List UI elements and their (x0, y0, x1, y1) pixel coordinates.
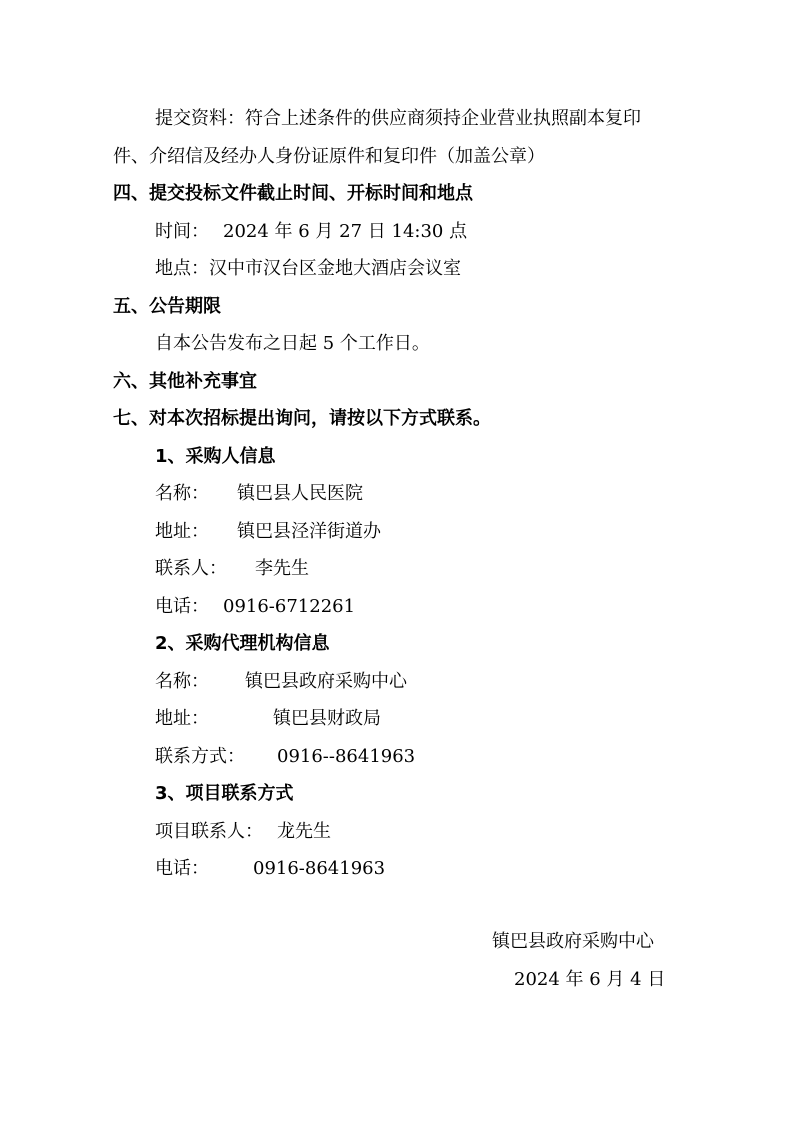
purchaser-address (155, 520, 381, 544)
section7-heading: 七、对本次招标提出询问，请按以下方式联系。 (113, 408, 491, 429)
opening-place (155, 257, 461, 281)
agency-name-label: 名称： (155, 671, 209, 692)
deadline-time-label: 时间： (155, 221, 209, 242)
deadline-time-value: 2024 年 6 月 27 日 14:30 点 (223, 221, 468, 242)
purchaser-name (155, 482, 363, 506)
agency-contact-value: 0916--8641963 (277, 746, 416, 767)
purchaser-contact-label: 联系人： (155, 558, 227, 579)
agency-address-value: 镇巴县财政局 (273, 708, 381, 729)
purchaser-phone (155, 595, 355, 619)
agency-name-value: 镇巴县政府采购中心 (245, 671, 407, 692)
project-contact (155, 820, 331, 844)
submit-materials-line1: 提交资料：符合上述条件的供应商须持企业营业执照副本复印 (155, 108, 641, 129)
opening-place-value: 汉中市汉台区金地大酒店会议室 (209, 258, 461, 279)
agency-contact (155, 745, 415, 769)
agency-address (155, 707, 381, 731)
section6-heading: 六、其他补充事宜 (113, 371, 257, 392)
agency-contact-label: 联系方式： (155, 746, 245, 767)
project-phone (155, 857, 385, 881)
project-heading: 3、项目联系方式 (155, 783, 294, 804)
purchaser-heading: 1、采购人信息 (155, 446, 276, 467)
section5-heading: 五、公告期限 (113, 296, 221, 317)
purchaser-contact (155, 557, 309, 581)
purchaser-contact-value: 李先生 (255, 558, 309, 579)
project-contact-value: 龙先生 (277, 821, 331, 842)
section4-heading: 四、提交投标文件截止时间、开标时间和地点 (113, 183, 473, 204)
signature-org: 镇巴县政府采购中心 (492, 931, 654, 952)
purchaser-address-label: 地址： (155, 521, 209, 542)
signature-date: 2024 年 6 月 4 日 (514, 969, 666, 990)
project-contact-label: 项目联系人： (155, 821, 263, 842)
purchaser-phone-value: 0916-6712261 (223, 596, 356, 617)
opening-place-label: 地点： (155, 258, 209, 279)
deadline-time (155, 220, 467, 244)
purchaser-name-value: 镇巴县人民医院 (237, 483, 363, 504)
purchaser-name-label: 名称： (155, 483, 209, 504)
purchaser-address-value: 镇巴县泾洋街道办 (237, 521, 381, 542)
agency-address-label: 地址： (155, 708, 209, 729)
notice-period-text: 自本公告发布之日起 5 个工作日。 (155, 333, 430, 354)
purchaser-phone-label: 电话： (155, 596, 209, 617)
agency-heading: 2、采购代理机构信息 (155, 633, 330, 654)
project-phone-value: 0916-8641963 (253, 858, 386, 879)
agency-name (155, 670, 407, 694)
project-phone-label: 电话： (155, 858, 209, 879)
submit-materials-line2: 件、介绍信及经办人身份证原件和复印件（加盖公章） (113, 146, 545, 167)
